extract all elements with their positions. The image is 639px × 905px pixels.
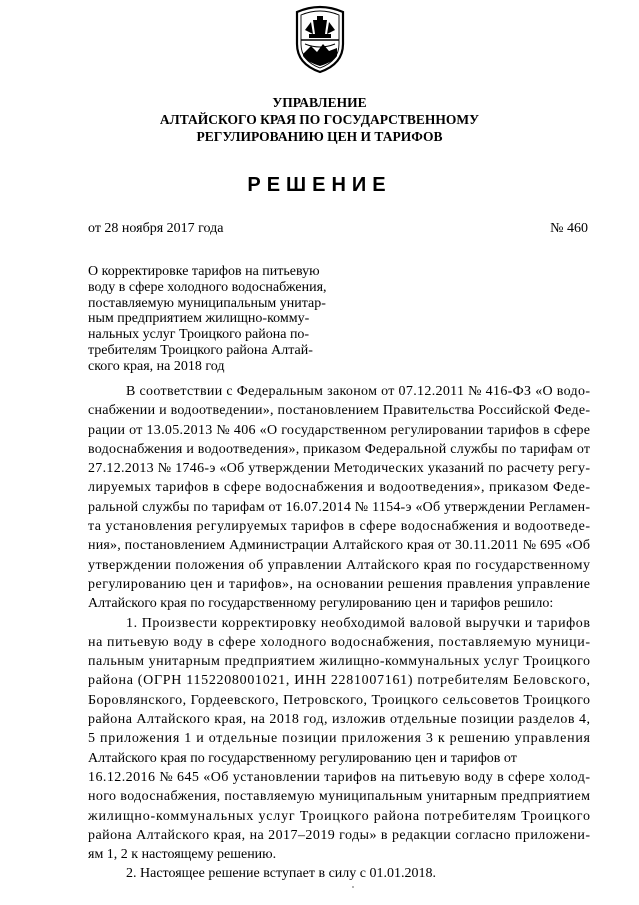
body-line: В соответствии с Федеральным законом от 07.12.2011 № 416-ФЗ «О водо-	[126, 384, 591, 399]
body-line: на питьевую воду в сфере холодного водоснабжения, поставляемую муници-	[88, 634, 591, 650]
subject-line: ным предприятием жилищно-комму-	[88, 311, 310, 327]
document-subject	[88, 264, 350, 375]
body-line: пальным унитарным предприятием жилищно-коммунальных услуг Троицкого	[88, 654, 591, 670]
body-line: ного водоснабжения, поставляемую муниципальным унитарным предприятием	[88, 789, 591, 805]
body-line: Алтайского края по государственному регулированию цен и тарифов от	[88, 750, 517, 766]
organization-name	[100, 94, 539, 145]
clause-2-line: 2. Настоящее решение вступает в силу с 01.01.2018.	[126, 866, 436, 882]
body-line: регулированию цен и тарифов», на основании решения правления управление	[88, 576, 591, 592]
subject-line: ского края, на 2018 год	[88, 358, 225, 374]
body-line: ям 1, 2 к настоящему решению.	[88, 847, 277, 863]
clause-1-line: 1. Произвести корректировку необходимой валовой выручки и тарифов	[126, 615, 591, 631]
body-line: ния», постановлением Администрации Алтайского края от 30.11.2011 № 695 «Об	[88, 538, 591, 554]
body-line: рации от 13.05.2013 № 406 «О государственном регулировании тарифов в сфере	[88, 422, 591, 438]
coat-of-arms-icon	[291, 4, 349, 74]
org-line: АЛТАЙСКОГО КРАЯ ПО ГОСУДАРСТВЕННОМУ	[159, 112, 480, 127]
body-line: района Алтайского края, на 2018 год, изложив отдельные позиции разделов 4,	[88, 712, 591, 728]
body-line: лируемых тарифов в сфере водоснабжения и водоотведения», приказом Феде-	[88, 480, 591, 496]
body-line: утверждении положения об управлении Алтайского края по государственному	[88, 557, 591, 573]
subject-line: О корректировке тарифов на питьевую	[88, 264, 320, 279]
body-line: та установления регулируемых тарифов в сфере водоснабжения и водоотведе-	[88, 519, 591, 535]
body-line: Боровлянского, Гордеевского, Петровского, Троицкого сельсоветов Троицкого	[88, 692, 591, 708]
org-line: РЕГУЛИРОВАНИЮ ЦЕН И ТАРИФОВ	[196, 129, 443, 144]
document-title: РЕШЕНИЕ	[247, 174, 392, 196]
body-line: Алтайского края по государственному регулированию цен и тарифов решило:	[88, 596, 554, 612]
body-line: ральной службы по тарифам от 16.07.2014 № 1154-э «Об утверждении Регламен-	[88, 499, 591, 515]
document-body	[88, 382, 590, 884]
document-number: № 460	[550, 221, 588, 236]
subject-line: требителям Троицкого района Алтай-	[88, 342, 313, 358]
body-line: района Алтайского края, на 2017–2019 годы» в редакции согласно приложени-	[88, 827, 591, 843]
document-date: от 28 ноября 2017 года	[88, 221, 224, 236]
body-line: 16.12.2016 № 645 «Об установлении тарифов на питьевую воду в сфере холод-	[88, 769, 591, 785]
org-line: УПРАВЛЕНИЕ	[272, 95, 367, 110]
subject-line: нальных услуг Троицкого района по-	[88, 327, 310, 343]
body-line: снабжении и водоотведении», постановлением Правительства Российской Феде-	[88, 403, 591, 419]
body-line: района (ОГРН 1152208001021, ИНН 2281007161) потребителям Беловского,	[88, 673, 591, 689]
subject-line: воду в сфере холодного водоснабжения,	[88, 279, 327, 295]
body-line: водоснабжения и водоотведения», приказом Федеральной службы по тарифам от	[88, 441, 591, 457]
body-line: 27.12.2013 № 1746-э «Об утверждении Методических указаний по расчету регу-	[88, 461, 591, 477]
subject-line: поставляемую муниципальным унитар-	[88, 295, 326, 311]
body-line: 5 приложения 1 и отдельные позиции приложения 3 к решению управления	[88, 731, 591, 747]
body-line: жилищно-коммунальных услуг Троицкого района потребителям Троицкого	[88, 808, 591, 824]
scan-speck	[352, 886, 354, 888]
